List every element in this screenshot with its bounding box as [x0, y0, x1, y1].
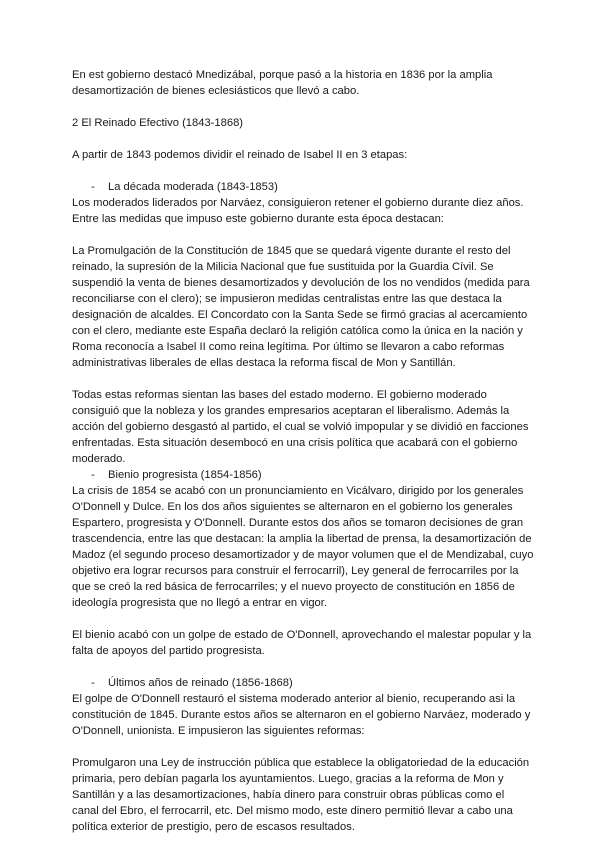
stage2-paragraph-1: La crisis de 1854 se acabó con un pronunciamiento en Vicálvaro, dirigido por los generales O'Donnell y Dulce. En los dos años siguientes se alternaron en el gobierno los generales Espartero, progresista y O'Donnell. Durante estos dos años se tomaron decisiones de gran trascendencia, entre las que destacan: la amplia la libertad de prensa, la desamortización de Madoz (el segundo proceso desamortizador y de mayor volumen que el de Mendizabal, cuyo objetivo era lograr recursos para construir el ferrocarril), Ley general de ferrocarriles por la que se creó la red básica de ferrocarriles; y el nuevo proyecto de constitución en 1856 de ideología progresista que no llegó a entrar en vigor. — [72, 485, 534, 609]
stage2-title: Bienio progresista (1854-1856) — [108, 469, 262, 481]
stage3-paragraph-1: El golpe de O'Donnell restauró el sistema moderado anterior al bienio, recuperando asi la constitución de 1845. Durante estos años se alternaron en el gobierno Narváez, moderado y O'Donnell, unionista. E impusieron las siguientes reformas: — [72, 693, 531, 737]
stage1-paragraph-2: Todas estas reformas sientan las bases del estado moderno. El gobierno moderado consiguió que la nobleza y los grandes empresarios aceptaran el liberalismo. Además la acción del gobierno desgastó al partido, el cual se volvió impopular y se dividió en facciones enfrentadas. Esta situación desembocó en una crisis política que acabará con el gobierno moderado. — [72, 389, 529, 465]
intro-paragraph: En est gobierno destacó Mnedizábal, porque pasó a la historia en 1836 por la amplia desamortización de bienes eclesiásticos que llevó a cabo. — [72, 69, 493, 97]
bullet-dash: - — [91, 677, 95, 689]
stage1-paragraph-1: La Promulgación de la Constitución de 1845 que se quedará vigente durante el resto del reinado, la supresión de la Milicia Nacional que fue sustituida por la Guardia Cívil. Se suspendió la venta de bienes desamortizados y devolución de los no vendidos (medida para reconciliarse con el clero); se impusieron medidas centralistas entre las que destaca la designación de alcaldes. El Concordato con la Santa Sede se firmó gracias al acercamiento con el clero, mediante este España declaró la religión católica como la única en la nación y Roma reconocía a Isabel II como reina legítima. Por último se llevaron a cabo reformas administrativas liberales de ellas destaca la reforma fiscal de Mon y Santillán. — [72, 245, 530, 369]
lead-paragraph: A partir de 1843 podemos dividir el reinado de Isabel II en 3 etapas: — [72, 149, 408, 161]
stage2-bullet — [72, 467, 534, 483]
stage1-title: La década moderada (1843-1853) — [108, 181, 278, 193]
bullet-dash: - — [91, 469, 95, 481]
bullet-dash: - — [91, 181, 95, 193]
section-heading: 2 El Reinado Efectivo (1843-1868) — [72, 117, 244, 129]
stage3-bullet — [72, 675, 534, 691]
stage1-intro: Los moderados liderados por Narváez, consiguieron retener el gobierno durante diez años. Entre las medidas que impuso este gobierno durante esta época destacan: — [72, 197, 524, 225]
stage3-paragraph-2: Promulgaron una Ley de instrucción pública que establece la obligatoriedad de la educación primaria, pero debían pagarla los ayuntamientos. Luego, gracias a la reforma de Mon y Santillán y a las desamortizaciones, había dinero para construir obras públicas como el canal del Ebro, el ferrocarril, etc. Del mismo modo, este dinero permitió llevar a cabo una política exterior de prestigio, pero de escasos resultados. — [72, 757, 530, 833]
stage1-bullet — [72, 179, 534, 195]
stage3-title: Últimos años de reinado (1856-1868) — [108, 677, 293, 689]
stage2-paragraph-2: El bienio acabó con un golpe de estado de O'Donnell, aprovechando el malestar popular y la falta de apoyos del partido progresista. — [72, 629, 532, 657]
